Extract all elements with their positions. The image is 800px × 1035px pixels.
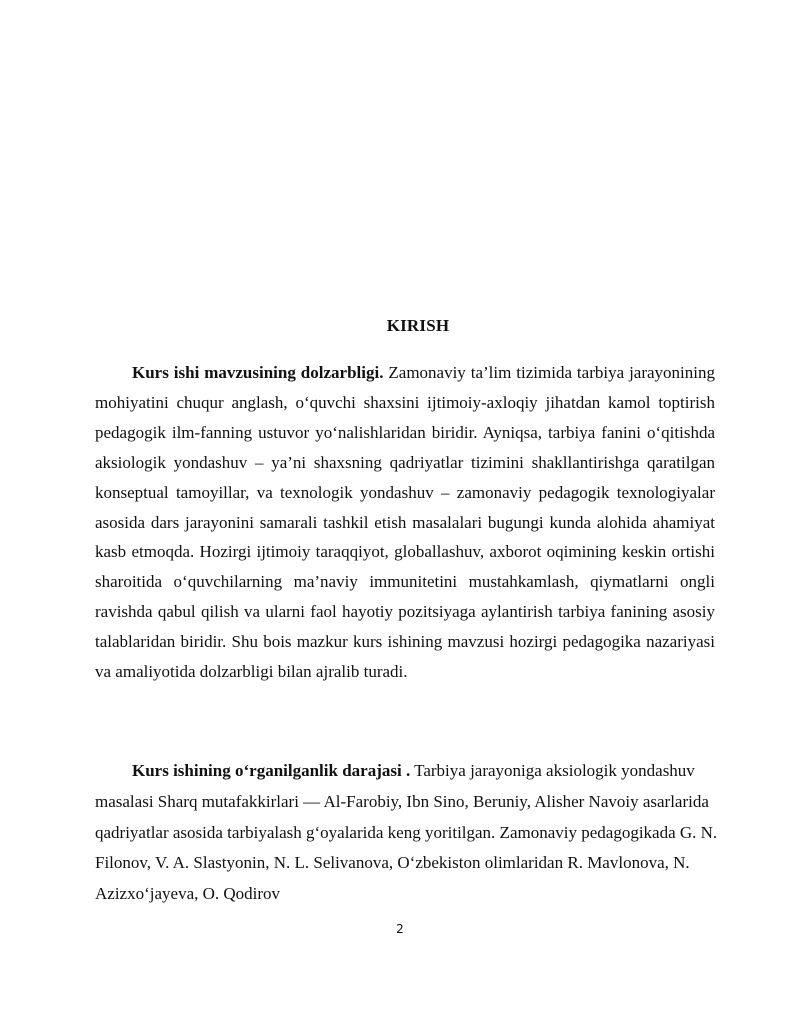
paragraph-lead: Kurs ishining o‘rganilganlik darajasi . — [132, 761, 411, 780]
section-heading: KIRISH — [386, 316, 450, 335]
paragraph-body: Tarbiya jarayoniga aksiologik yondashuv masalasi Sharq mutafakkirlari — Al-Farobiy, Ibn Sino, Beruniy, Alisher Navoiy asarlarida qadriyatlar asosida tarbiyalash g‘oyalarida keng yoritilgan. Zamonaviy pedagogikada G. N. Filonov, V. A. Slastyonin, N. L. Selivanova, O‘zbekiston olimlaridan R. Mavlonova, N. Azizxo‘jayeva, O. Qodirov — [95, 761, 718, 904]
paragraph-lead: Kurs ishi mavzusining dolzarbligi. — [132, 363, 384, 382]
paragraph-study-level — [95, 756, 721, 910]
paragraph-relevance — [95, 358, 715, 687]
page-number: 2 — [396, 922, 404, 936]
paragraph-body: Zamonaviy ta’lim tizimida tarbiya jarayonining mohiyatini chuqur anglash, o‘quvchi shaxsini ijtimoiy-axloqiy jihatdan kamol toptirish pedagogik ilm-fanning ustuvor yo‘nalishlaridan biridir. Ayniqsa, tarbiya fanini o‘qitishda aksiologik yondashuv – ya’ni shaxsning qadriyatlar tizimini shakllantirishga qaratilgan konseptual tamoyillar, va texnologik yondashuv – zamonaviy pedagogik texnologiyalar asosida dars jarayonini samarali tashkil etish masalalari bugungi kunda alohida ahamiyat kasb etmoqda. Hozirgi ijtimoiy taraqqiyot, globallashuv, axborot oqimining keskin ortishi sharoitida o‘quvchilarning ma’naviy immunitetini mustahkamlash, qiymatlarni ongli ravishda qabul qilish va ularni faol hayotiy pozitsiyaga aylantirish tarbiya fanining asosiy talablaridan biridir. Shu bois mazkur kurs ishining mavzusi hozirgi pedagogika nazariyasi va amaliyotida dolzarbligi bilan ajralib turadi. — [95, 363, 715, 682]
